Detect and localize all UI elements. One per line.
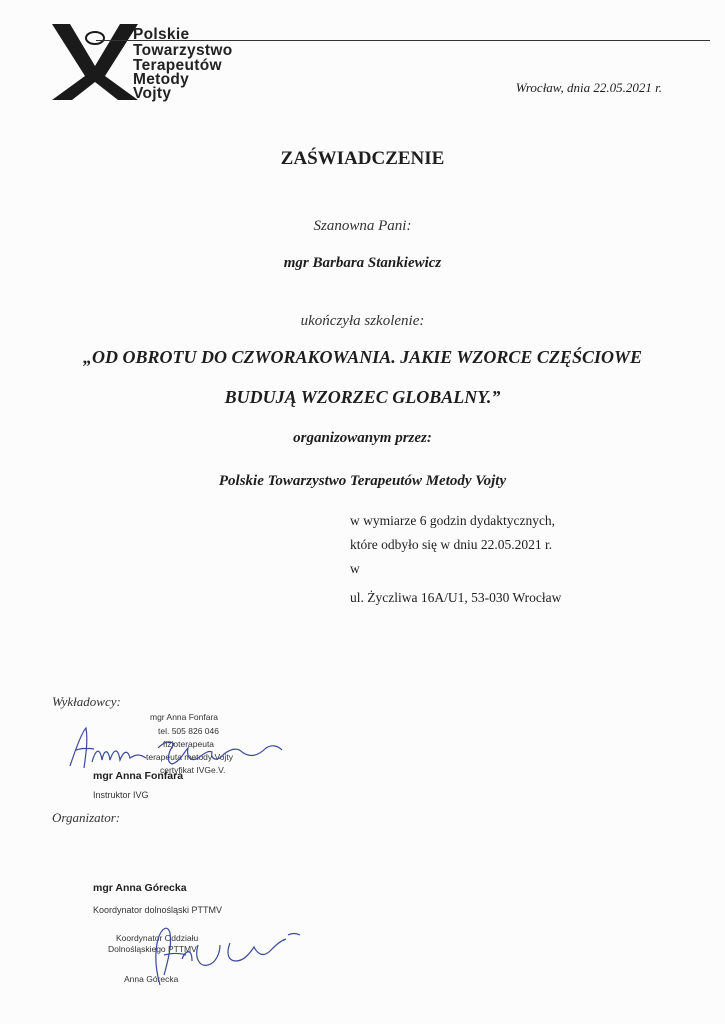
lecturer-stamp-line: fizjoterapeuta <box>163 739 215 749</box>
lecturer-stamp-line: certyfikat IVGe.V. <box>160 765 226 775</box>
lecturer-name: mgr Anna Fonfara <box>93 770 184 782</box>
organizer-stamp-line: Dolnośląskiego PTTMV <box>108 944 197 954</box>
organizer-name: Polskie Towarzystwo Terapeutów Metody Vojty <box>218 473 507 489</box>
logo-text-line: Polskie <box>133 26 190 43</box>
place-date: Wrocław, dnia 22.05.2021 r. <box>515 80 662 95</box>
details-date: które odbyło się w dniu 22.05.2021 r. <box>350 537 553 552</box>
organizer-person-role: Koordynator dolnośląski PTTMV <box>93 905 223 915</box>
course-title-line1: „OD OBROTU DO CZWORAKOWANIA. JAKIE WZORCE CZĘŚCIOWE <box>83 347 642 367</box>
lecturer-stamp-line: mgr Anna Fonfara <box>150 712 219 722</box>
organizer-stamp-line: Anna Górecka <box>124 974 179 984</box>
logo-text-line: Terapeutów <box>133 57 222 74</box>
completed-text: ukończyła szkolenie: <box>300 313 425 329</box>
organizer-signature-icon <box>120 915 310 993</box>
lecturer-stamp-line: tel. 505 826 046 <box>158 726 219 736</box>
details-hours: w wymiarze 6 godzin dydaktycznych, <box>350 513 556 528</box>
logo-text-line: Metody <box>133 71 190 88</box>
document-title: ZAŚWIADCZENIE <box>280 148 445 169</box>
lecturer-stamp-line: terapeuta metody Vojty <box>146 752 233 762</box>
lecturer-label: Wykładowcy: <box>52 694 121 709</box>
recipient-name: mgr Barbara Stankiewicz <box>283 255 442 271</box>
details-in: w <box>350 561 360 576</box>
organized-by-text: organizowanym przez: <box>293 430 432 446</box>
logo-text-line: Vojty <box>133 85 172 102</box>
organizer-person-name: mgr Anna Górecka <box>93 882 187 894</box>
organizer-stamp-line: Koordynator Oddziału <box>116 933 199 943</box>
course-title-line2: BUDUJĄ WZORZEC GLOBALNY.” <box>224 387 501 407</box>
organizer-label: Organizator: <box>52 810 121 825</box>
ptmv-logo-icon <box>50 20 140 102</box>
salutation: Szanowna Pani: <box>313 218 412 234</box>
details-address: ul. Życzliwa 16A/U1, 53-030 Wrocław <box>350 590 562 605</box>
lecturer-signature-icon <box>62 718 302 778</box>
logo-text-line: Towarzystwo <box>133 42 233 59</box>
lecturer-role: Instruktor IVG <box>93 790 149 800</box>
